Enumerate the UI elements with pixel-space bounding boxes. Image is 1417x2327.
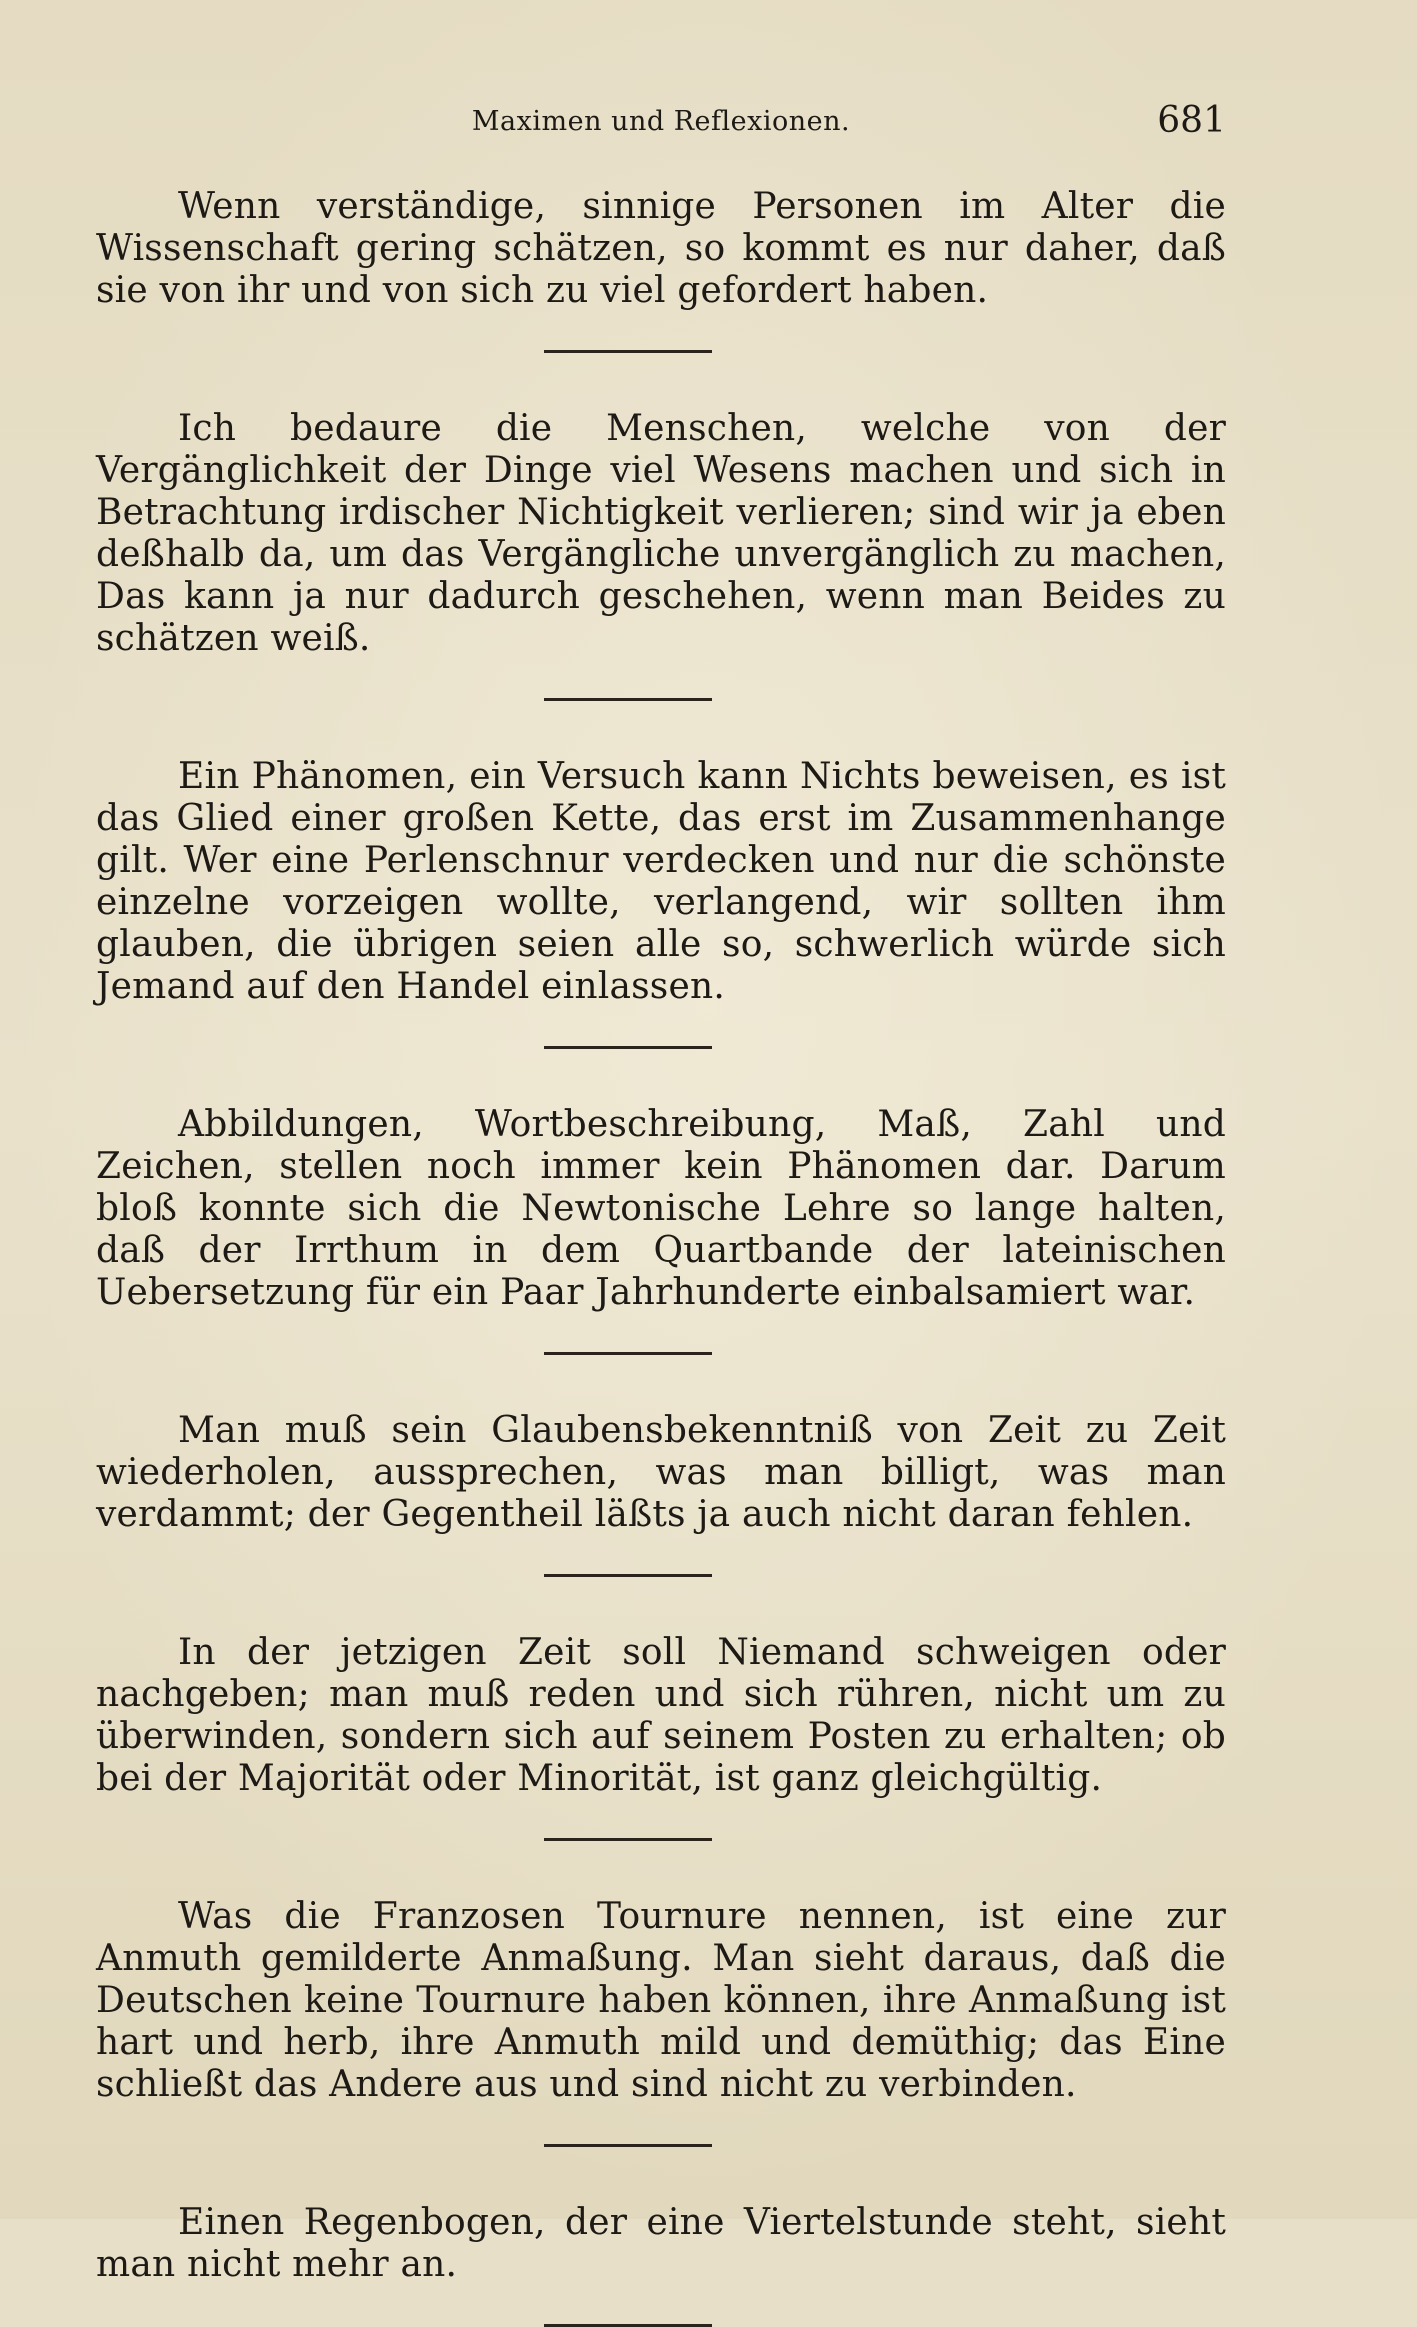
section-divider	[544, 2144, 712, 2147]
aphorism-paragraph: Abbildungen, Wortbeschreibung, Maß, Zahl und Zeichen, stellen noch immer kein Phänomen dar. Darum bloß konnte sich die Newtonische Lehre so lange halten, daß der Irrthum in dem Quartbande der lateinischen Uebersetzung für ein Paar Jahrhunderte einbalsamiert war.	[96, 1104, 1226, 1313]
section-divider	[544, 1838, 712, 1841]
page-header	[96, 100, 1226, 146]
aphorism-paragraph: Ein Phänomen, ein Versuch kann Nichts beweisen, es ist das Glied einer großen Kette, das erst im Zusammenhange gilt. Wer eine Perlenschnur verdecken und nur die schönste einzelne vorzeigen wollte, verlangend, wir sollten ihm glauben, die übrigen seien alle so, schwerlich würde sich Jemand auf den Handel einlassen.	[96, 756, 1226, 1007]
page-body	[96, 186, 1226, 2327]
section-divider	[544, 698, 712, 701]
aphorism-paragraph: Was die Franzosen Tournure nennen, ist eine zur Anmuth gemilderte Anmaßung. Man sieht daraus, daß die Deutschen keine Tournure haben können, ihre Anmaßung ist hart und herb, ihre Anmuth mild und demüthig; das Eine schließt das Andere aus und sind nicht zu verbinden.	[96, 1896, 1226, 2105]
section-divider	[544, 350, 712, 353]
running-title: Maximen und Reflexionen.	[471, 106, 851, 137]
aphorism-paragraph: Ich bedaure die Menschen, welche von der Vergänglichkeit der Dinge viel Wesens machen und sich in Betrachtung irdischer Nichtigkeit verlieren; sind wir ja eben deßhalb da, um das Vergängliche unvergänglich zu machen, Das kann ja nur dadurch geschehen, wenn man Beides zu schätzen weiß.	[96, 408, 1226, 659]
section-divider	[544, 1352, 712, 1355]
section-divider	[544, 1046, 712, 1049]
page-number: 681	[1157, 100, 1226, 141]
section-divider	[544, 1574, 712, 1577]
aphorism-paragraph: In der jetzigen Zeit soll Niemand schweigen oder nachgeben; man muß reden und sich rühren, nicht um zu überwinden, sondern sich auf seinem Posten zu erhalten; ob bei der Majorität oder Minorität, ist ganz gleichgültig.	[96, 1632, 1226, 1799]
aphorism-paragraph: Wenn verständige, sinnige Personen im Alter die Wissenschaft gering schätzen, so kommt es nur daher, daß sie von ihr und von sich zu viel gefordert haben.	[96, 186, 1226, 311]
aphorism-paragraph: Einen Regenbogen, der eine Viertelstunde steht, sieht man nicht mehr an.	[96, 2202, 1226, 2285]
aphorism-paragraph: Man muß sein Glaubensbekenntniß von Zeit zu Zeit wiederholen, aussprechen, was man billigt, was man verdammt; der Gegentheil läßts ja auch nicht daran fehlen.	[96, 1410, 1226, 1535]
